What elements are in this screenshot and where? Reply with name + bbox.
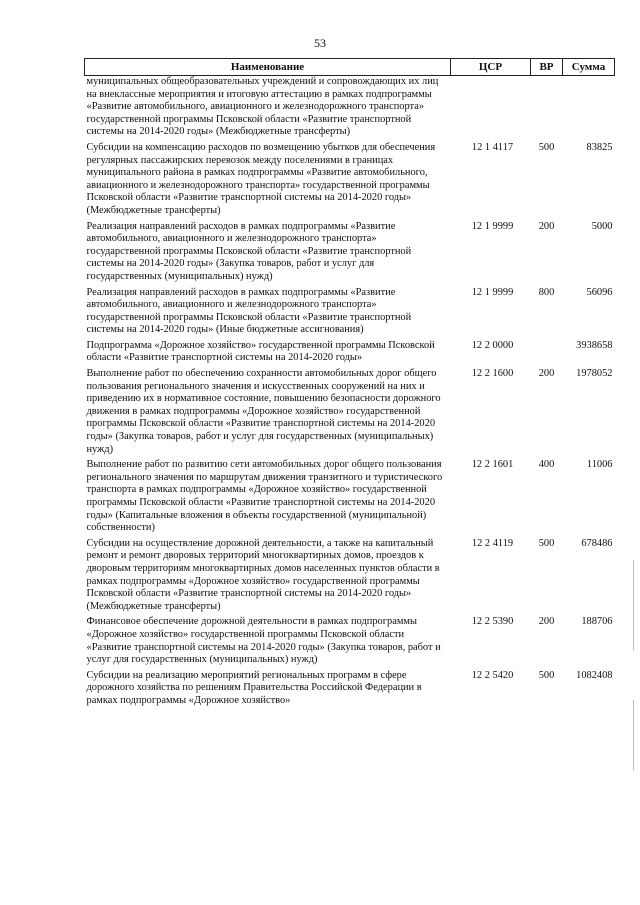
table-row: [85, 287, 615, 340]
table-row: [85, 142, 615, 221]
row-csr: 12 1 9999: [471, 286, 514, 298]
row-name: муниципальных общеобразовательных учреждений и сопровождающих их лиц на внеклассные мероприятия и итоговую аттестацию в рамках подпрограммы «Развитие автомобильного, авиационного и железнодорожного транспорта» государственной программы Псковской области «Развитие транспортной системы на 2014-2020 годы» (Межбюджетные трансферты): [86, 76, 439, 138]
table-row: [85, 459, 615, 538]
row-sum: 56096: [586, 286, 613, 298]
row-name: Финансовое обеспечение дорожной деятельности в рамках подпрограммы «Дорожное хозяйство» государственной программы Псковской области «Развитие транспортной системы на 2014-2020 годы» (Закупка товаров, работ и услуг для государственных (муниципальных) нужд): [86, 616, 441, 666]
row-sum: 678486: [581, 537, 613, 549]
table-row: [85, 538, 615, 617]
row-csr: [451, 76, 531, 142]
table-row: [85, 368, 615, 459]
scan-edge-mark: [633, 560, 634, 650]
header-vr: ВР: [531, 59, 563, 76]
row-name: Субсидии на осуществление дорожной деятельности, а также на капитальный ремонт и ремонт дворовых территорий многоквартирных домов, проездов к дворовым территориям многоквартирных домов населенных пунктов области в рамках подпрограммы «Дорожное хозяйство» государственной программы Псковской области «Развитие транспортной системы на 2014-2020 годы» (Межбюджетные трансферты): [86, 537, 440, 612]
row-csr: 12 2 1600: [471, 368, 514, 380]
budget-table: [84, 58, 615, 711]
row-csr: 12 1 9999: [471, 220, 514, 232]
header-sum: Сумма: [563, 59, 615, 76]
row-sum: [563, 76, 615, 142]
row-csr: 12 2 5420: [471, 669, 514, 681]
header-name: Наименование: [85, 59, 451, 76]
row-name: Выполнение работ по развитию сети автомобильных дорог общего пользования регионального значения по маршрутам движения транзитного и туристического транспорта в рамках подпрограммы «Дорожное хозяйство» государственной программы Псковской области «Развитие транспортной системы на 2014-2020 годы» (Капитальные вложения в объекты государственной (муниципальной) собственности): [86, 459, 443, 534]
row-vr: [531, 76, 563, 142]
row-name: Подпрограмма «Дорожное хозяйство» государственной программы Псковской области «Развитие транспортной системы на 2014-2020 годы»: [86, 339, 435, 364]
row-sum: 3938658: [576, 339, 613, 351]
row-sum: 188706: [581, 616, 613, 628]
table-header-row: [85, 59, 615, 76]
table-row: [85, 670, 615, 711]
row-csr: 12 2 1601: [471, 459, 514, 471]
row-vr: 500: [538, 669, 555, 681]
row-csr: 12 1 4117: [471, 141, 514, 153]
table-row: [85, 616, 615, 669]
row-name: Выполнение работ по обеспечению сохранности автомобильных дорог общего пользования регионального значения и искусственных сооружений на них и приведению их в нормативное состояние, повышению безопасности дорожного движения в рамках подпрограммы «Дорожное хозяйство» государственной программы Псковской области «Развитие транспортной системы на 2014-2020 годы» (Закупка товаров, работ и услуг для государственных (муниципальных) нужд): [86, 368, 441, 455]
row-vr: 500: [538, 537, 555, 549]
row-vr: 800: [538, 286, 555, 298]
row-vr: 500: [538, 141, 555, 153]
row-name: Реализация направлений расходов в рамках подпрограммы «Развитие автомобильного, авиационного и железнодорожного транспорта» государственной программы Псковской области «Развитие транспортной системы на 2014-2020 годы» (Иные бюджетные ассигнования): [86, 286, 412, 336]
row-vr: 200: [538, 616, 555, 628]
page-number: 53: [314, 36, 326, 50]
row-csr: 12 2 4119: [471, 537, 514, 549]
row-csr: 12 2 5390: [471, 616, 514, 628]
table-row: [85, 221, 615, 287]
row-name: Реализация направлений расходов в рамках подпрограммы «Развитие автомобильного, авиационного и железнодорожного транспорта» государственной программы Псковской области «Развитие транспортной системы на 2014-2020 годы» (Закупка товаров, работ и услуг для государственных (муниципальных) нужд): [86, 220, 412, 282]
row-sum: 11006: [586, 459, 613, 471]
row-vr: 200: [538, 220, 555, 232]
row-vr: [531, 340, 563, 368]
table-row: [85, 76, 615, 142]
row-vr: 200: [538, 368, 555, 380]
row-vr: 400: [538, 459, 555, 471]
row-name: Субсидии на компенсацию расходов по возмещению убытков для обеспечения регулярных пассажирских перевозок между поселениями в границах муниципального района в рамках подпрограммы «Развитие автомобильного, авиационного и железнодорожного транспорта» государственной программы Псковской области «Развитие транспортной системы на 2014-2020 годы» (Межбюджетные трансферты): [86, 141, 436, 216]
scan-edge-mark: [633, 700, 634, 770]
row-csr: 12 2 0000: [471, 339, 514, 351]
header-csr: ЦСР: [451, 59, 531, 76]
row-sum: 5000: [591, 220, 613, 232]
row-sum: 1082408: [576, 669, 613, 681]
table-row: [85, 340, 615, 368]
row-name: Субсидии на реализацию мероприятий региональных программ в сфере дорожного хозяйства по решениям Правительства Российской Федерации в рамках подпрограммы «Дорожное хозяйство»: [86, 669, 422, 706]
row-sum: 1978052: [576, 368, 613, 380]
row-sum: 83825: [586, 141, 613, 153]
